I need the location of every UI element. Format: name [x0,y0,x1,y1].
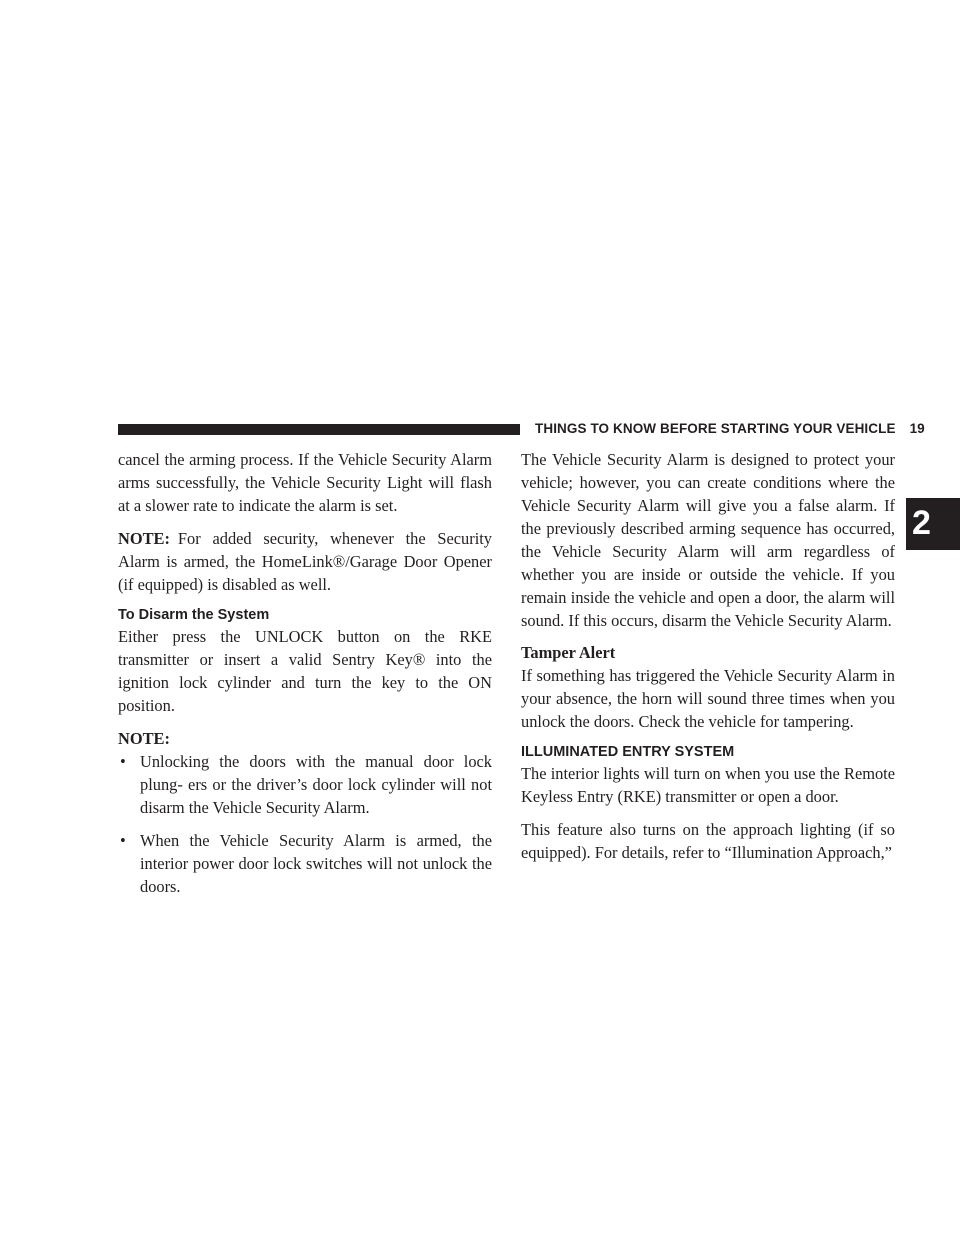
list-item [118,750,492,819]
paragraph-disarm: Either press the UNLOCK button on the RKE transmitter or insert a valid Sentry Key® into the ignition lock cylinder and turn the key to the ON position. [118,627,492,715]
note-label: NOTE: [118,729,170,748]
note-text: For added security, whenever the Security Alarm is armed, the HomeLink®/Garage Door Opener (if equipped) is disabled as well. [118,529,492,594]
list-item [118,829,492,898]
header-rule-bar [118,424,520,435]
running-header-title: THINGS TO KNOW BEFORE STARTING YOUR VEHICLE [535,421,896,436]
bullet-icon: • [120,831,126,850]
paragraph-illuminated-1: The interior lights will turn on when you use the Remote Keyless Entry (RKE) transmitter or open a door. [521,764,895,806]
chapter-tab [906,498,960,550]
list-item-text: Unlocking the doors with the manual door lock plung- ers or the driver’s door lock cylinder will not disarm the Vehicle Security Alarm. [140,752,492,817]
note-bullet-list [118,750,492,898]
note-label: NOTE: [118,529,170,548]
paragraph-arming-cancel: cancel the arming process. If the Vehicle Security Alarm arms successfully, the Vehicle Security Light will flash at a slower rate to indicate the alarm is set. [118,450,492,515]
left-column [118,448,492,908]
paragraph-false-alarm: The Vehicle Security Alarm is designed to protect your vehicle; however, you can create conditions where the Vehicle Security Alarm will give you a false alarm. If the previously described arming sequence has occurred, the Vehicle Security Alarm will arm regardless of whether you are inside or outside the vehicle. If you remain inside the vehicle and open a door, the alarm will sound. If this occurs, disarm the Vehicle Security Alarm. [521,450,895,630]
right-column [521,448,895,874]
list-item-text: When the Vehicle Security Alarm is armed, the interior power door lock switches will not unlock the doors. [140,831,492,896]
chapter-number: 2 [912,504,931,542]
page-number: 19 [909,421,925,436]
heading-illuminated-entry: ILLUMINATED ENTRY SYSTEM [521,744,735,760]
heading-tamper-alert: Tamper Alert [521,643,616,662]
bullet-icon: • [120,752,126,771]
paragraph-tamper: If something has triggered the Vehicle Security Alarm in your absence, the horn will sound three times when you unlock the doors. Check the vehicle for tampering. [521,666,895,731]
note-label-bullets [118,727,492,750]
note-security-homelink [118,527,492,596]
paragraph-illuminated-2: This feature also turns on the approach lighting (if so equipped). For details, refer to “Illumination Approach,” [521,820,895,862]
running-header [535,421,925,436]
heading-disarm-system: To Disarm the System [118,607,270,623]
